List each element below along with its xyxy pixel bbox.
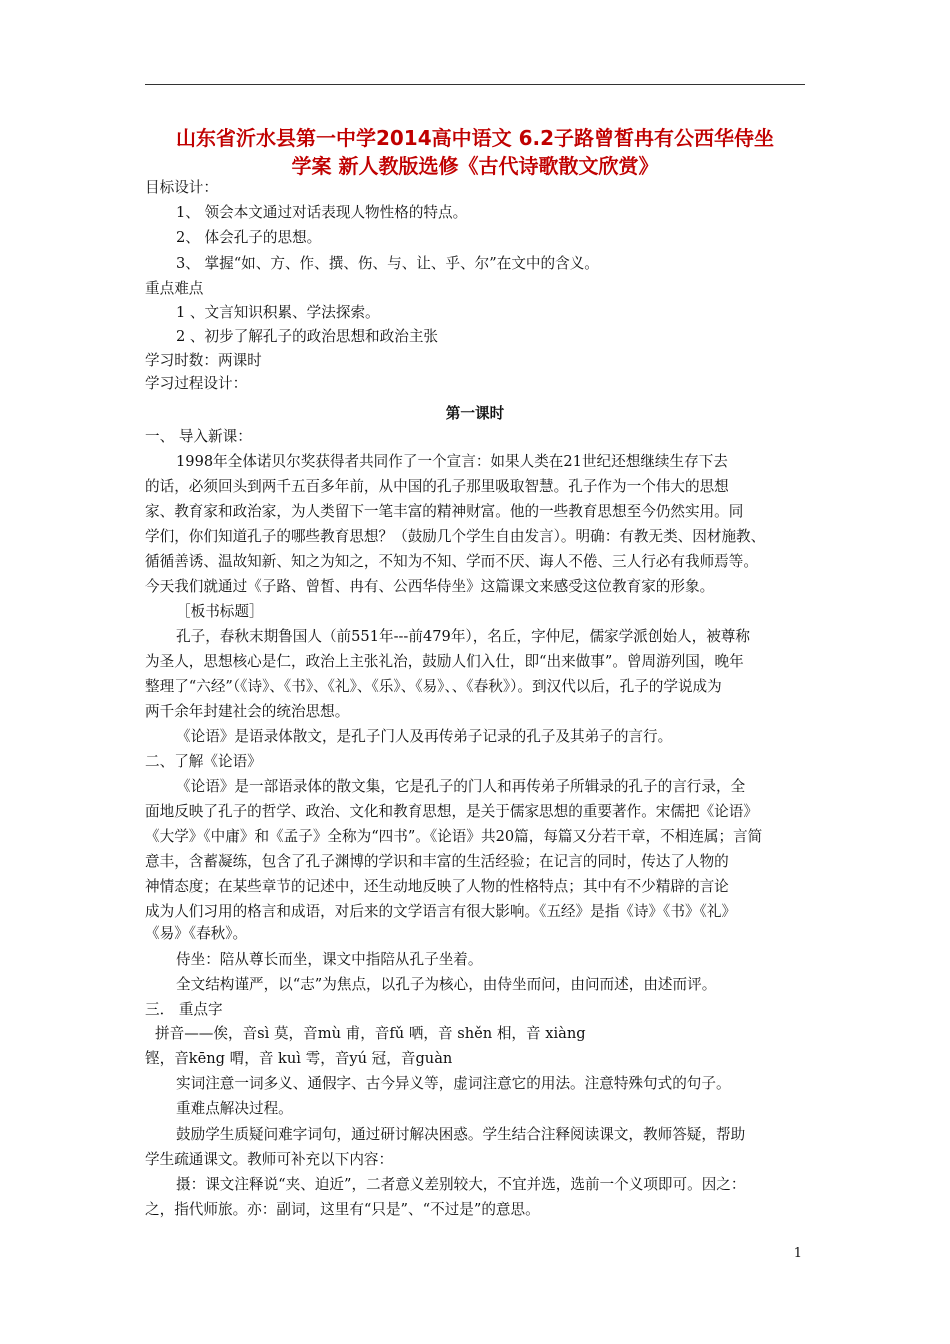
paragraph-line: 《易》《春秋》。: [145, 925, 248, 942]
section-heading: 二、了解《论语》: [145, 753, 262, 770]
pinyin-line: 拼音——俟，音sì 莫，音mù 甫，音fǔ 哂，音 shěn 相，音 xiàng: [155, 1025, 586, 1042]
title-line-2: 学案 新人教版选修《古代诗歌散文欣赏》: [291, 154, 659, 178]
paragraph-line: 全文结构谨严，以“志”为焦点，以孔子为核心，由侍坐而问，由问而述，由述而评。: [176, 976, 717, 993]
paragraph-line: 孔子，春秋末期鲁国人（前551年---前479年），名丘，字仲尼，儒家学派创始人，被尊称: [176, 628, 750, 645]
pinyin-line: 铿，音kēng 喟，音 kuì 雩，音yú 冠，音guàn: [145, 1050, 453, 1067]
section-heading: 目标设计：: [145, 179, 218, 196]
paragraph-line: 鼓励学生质疑问难字词句，通过研讨解决困惑。学生结合注释阅读课文，教师答疑，帮助: [176, 1126, 746, 1143]
paragraph-line: 循循善诱、温故知新、知之为知之，不知为不知、学而不厌、诲人不倦、三人行必有我师焉等。: [145, 553, 758, 570]
objective-item: 1、 领会本文通过对话表现人物性格的特点。: [176, 204, 468, 221]
objective-item: 3、 掌握“如、方、作、撰、伤、与、让、乎、尔”在文中的含义。: [176, 255, 599, 272]
paragraph-line: 《论语》是语录体散文，是孔子门人及再传弟子记录的孔子及其弟子的言行。: [176, 728, 673, 745]
section-heading: 三． 重点字: [145, 1001, 223, 1018]
paragraph-line: 《论语》是一部语录体的散文集，它是孔子的门人和再传弟子所辑录的孔子的言行录，全: [176, 778, 746, 795]
board-title: ［板书标题］: [176, 603, 264, 620]
paragraph-line: 成为人们习用的格言和成语，对后来的文学语言有很大影响。《五经》是指《诗》《书》《礼》: [145, 903, 737, 920]
paragraph-line: 意丰，含蓄凝练，包含了孔子渊博的学识和丰富的生活经验；在记言的同时，传达了人物的: [145, 853, 729, 870]
paragraph-line: 侍坐：陪从尊长而坐，课文中指陪从孔子坐着。: [176, 951, 483, 968]
paragraph-line: 摄：课文注释说“夹、迫近”，二者意义差别较大，不宜并选，选前一个义项即可。因之：: [176, 1176, 746, 1193]
header-rule: [145, 84, 805, 85]
paragraph-line: 神情态度；在某些章节的记述中，还生动地反映了人物的性格特点；其中有不少精辟的言论: [145, 878, 729, 895]
section-heading: 一、 导入新课：: [145, 428, 252, 445]
objective-item: 2、 体会孔子的思想。: [176, 229, 322, 246]
paragraph-line: 的话，必须回头到两千五百多年前，从中国的孔子那里吸取智慧。孔子作为一个伟大的思想: [145, 478, 729, 495]
lesson-heading: 第一课时: [445, 405, 505, 422]
paragraph-line: 1998年全体诺贝尔奖获得者共同作了一个宣言：如果人类在21世纪还想继续生存下去: [176, 453, 728, 470]
section-heading: 重点难点: [145, 280, 204, 297]
paragraph-line: 今天我们就通过《子路、曾皙、冉有、公西华侍坐》这篇课文来感受这位教育家的形象。: [145, 578, 715, 595]
page-number: 1: [793, 1246, 802, 1261]
paragraph-line: 整理了“六经”（《诗》、《书》、《礼》、《乐》、《易》、、《春秋》）。到汉代以后，孔子的学说成为: [145, 678, 722, 695]
key-point-item: 1 、文言知识积累、学法探索。: [176, 304, 380, 321]
paragraph-line: 实词注意一词多义、通假字、古今异义等，虚词注意它的用法。注意特殊句式的句子。: [176, 1075, 731, 1092]
paragraph-line: 两千余年封建社会的统治思想。: [145, 703, 350, 720]
study-hours: 学习时数：两课时: [145, 352, 262, 369]
paragraph-line: 学生疏通课文。教师可补充以下内容：: [145, 1151, 394, 1168]
paragraph-line: 为圣人，思想核心是仁，政治上主张礼治，鼓励人们入仕，即“出来做事”。曾周游列国，晚年: [145, 653, 744, 670]
paragraph-line: 重难点解决过程。: [176, 1100, 293, 1117]
key-point-item: 2 、初步了解孔子的政治思想和政治主张: [176, 328, 439, 345]
paragraph-line: 家、教育家和政治家，为人类留下一笔丰富的精神财富。他的一些教育思想至今仍然实用。同: [145, 503, 744, 520]
paragraph-line: 面地反映了孔子的哲学、政治、文化和教育思想，是关于儒家思想的重要著作。宋儒把《论语》: [145, 803, 758, 820]
title-line-1: 山东省沂水县第一中学2014高中语文 6.2子路曾皙冉有公西华侍坐: [175, 126, 775, 150]
paragraph-line: 学们，你们知道孔子的哪些教育思想？（鼓励几个学生自由发言）。明确：有教无类、因材施教、: [145, 528, 766, 545]
section-heading: 学习过程设计：: [145, 375, 248, 392]
paragraph-line: 之，指代师旅。亦：副词，这里有“只是”、“不过是”的意思。: [145, 1201, 540, 1218]
paragraph-line: 《大学》《中庸》和《孟子》全称为“四书”。《论语》共20篇，每篇又分若干章，不相连属；言简: [145, 828, 763, 845]
